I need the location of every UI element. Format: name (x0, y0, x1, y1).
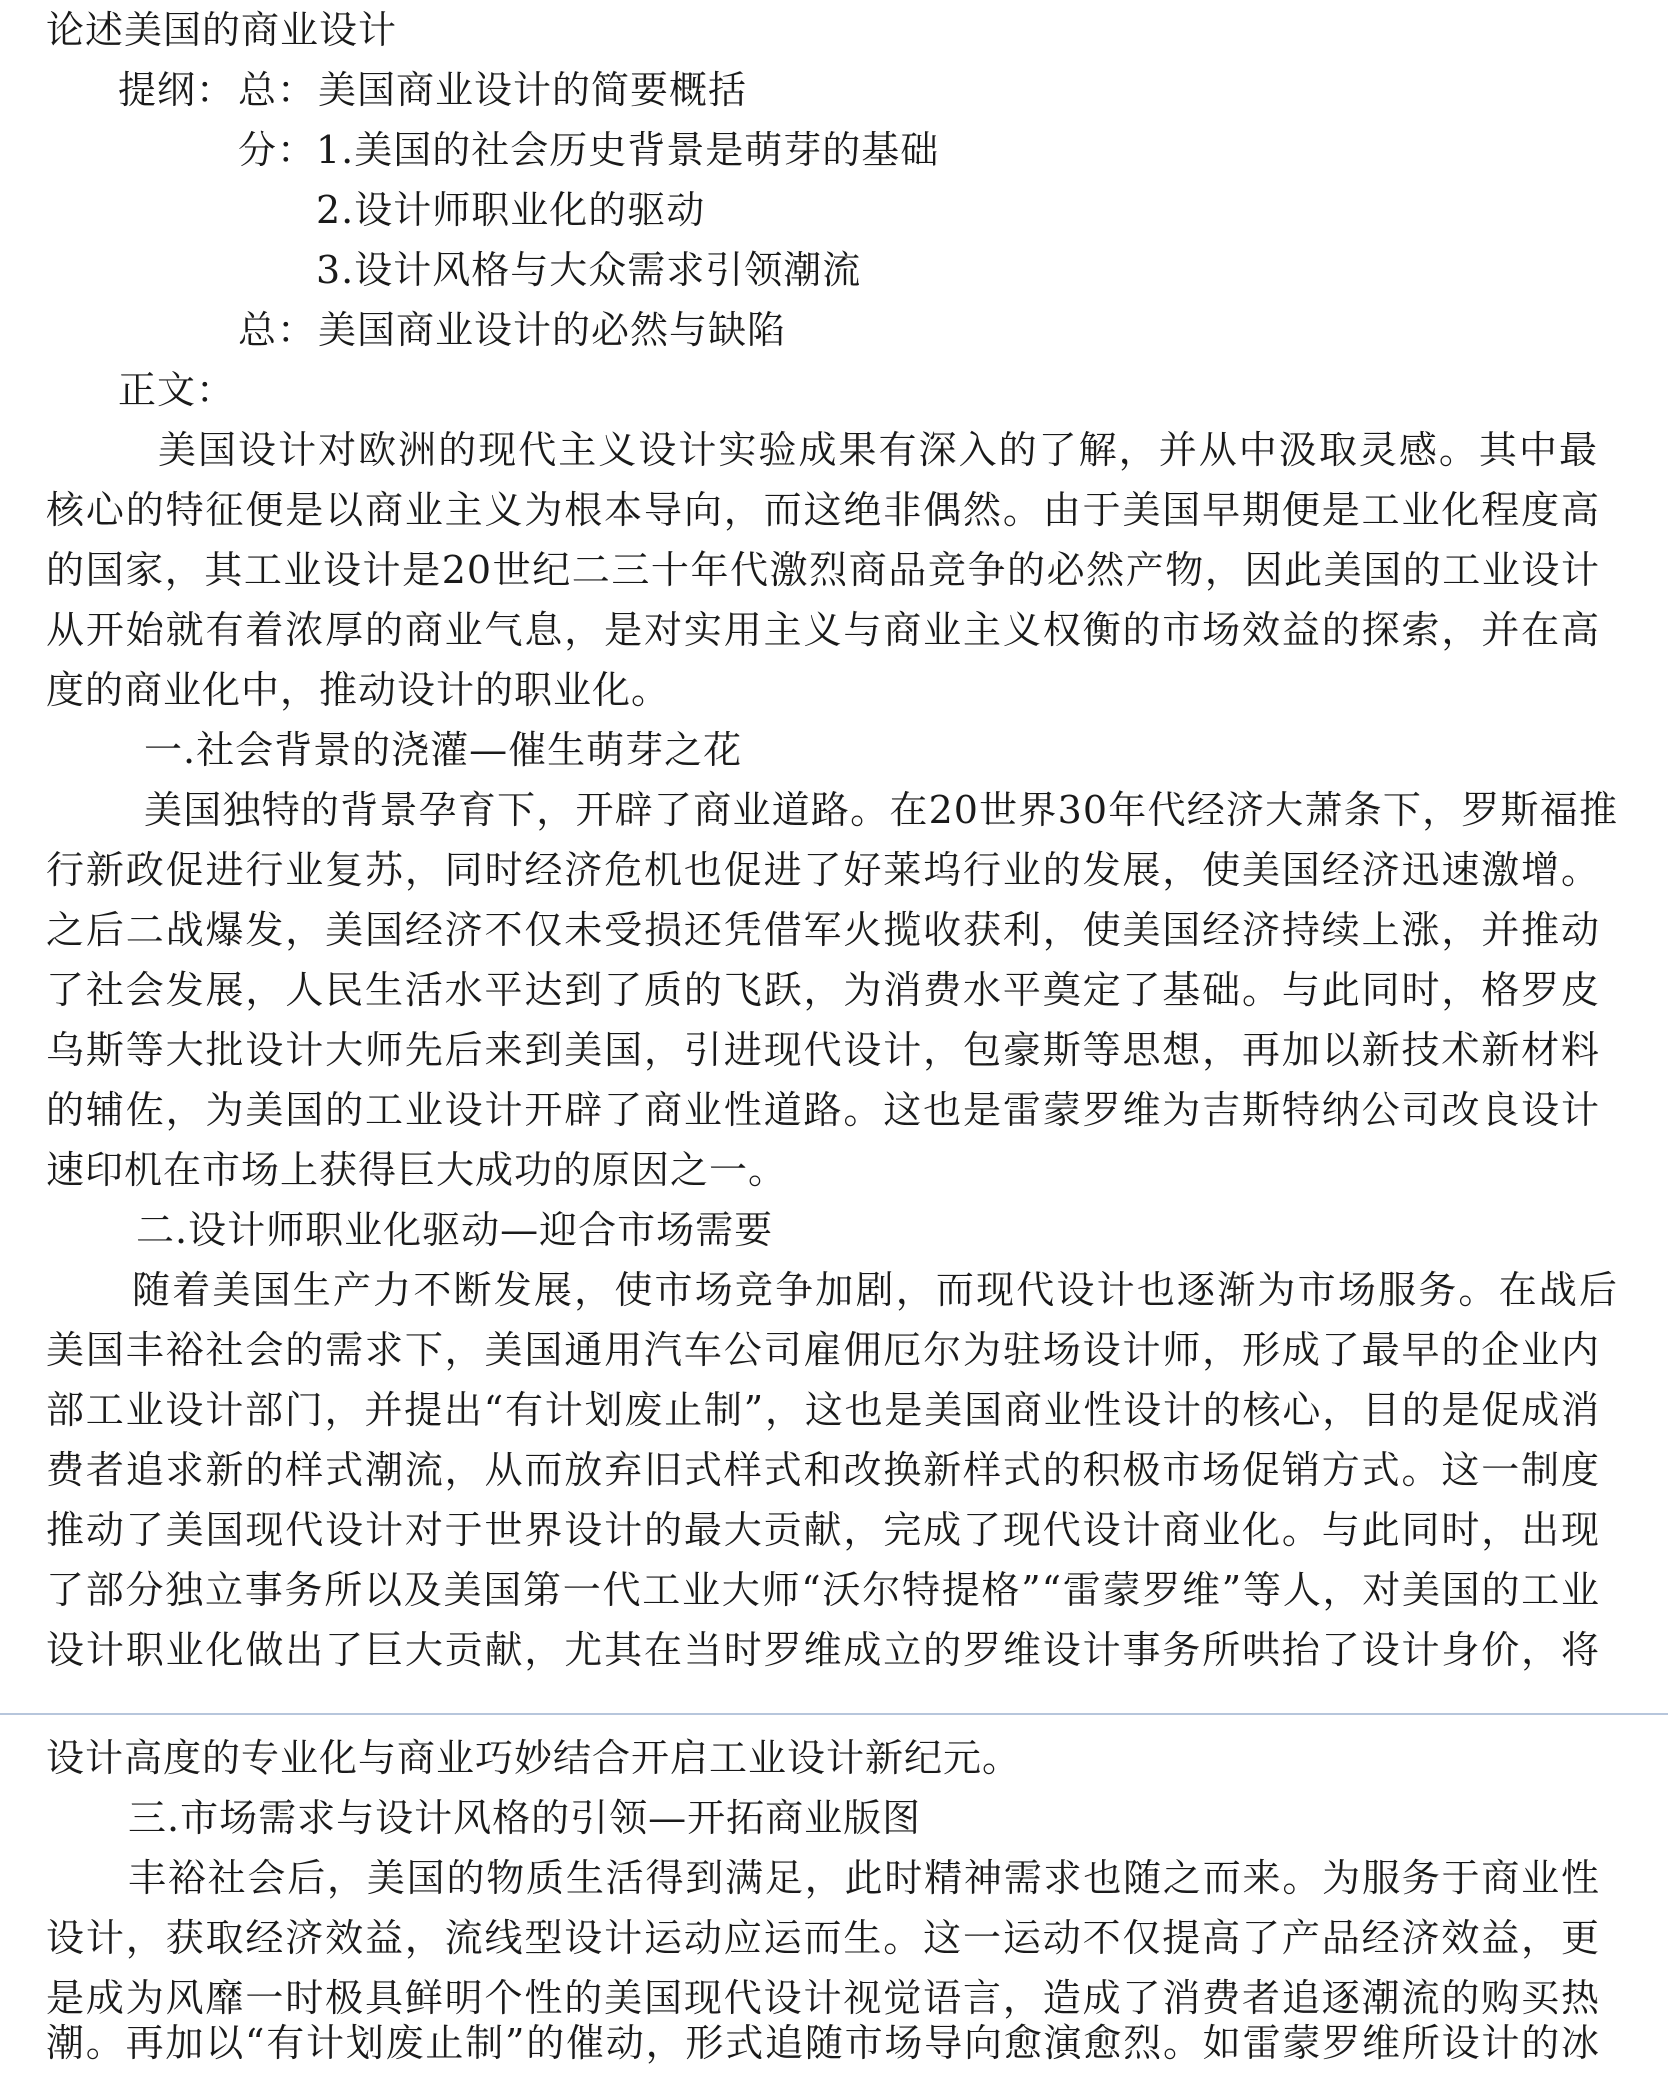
section-3-line: 设计，获取经济效益，流线型设计运动应运而生。这一运动不仅提高了产品经济效益，更 (46, 1916, 1600, 1960)
page-divider (0, 1713, 1668, 1715)
intro-line: 从开始就有着浓厚的商业气息，是对实用主义与商业主义权衡的市场效益的探索，并在高 (46, 608, 1600, 652)
section-2-line: 费者追求新的样式潮流，从而放弃旧式样式和改换新样式的积极市场促销方式。这一制度 (46, 1448, 1600, 1492)
intro-line: 核心的特征便是以商业主义为根本导向，而这绝非偶然。由于美国早期便是工业化程度高 (46, 488, 1600, 532)
outline-conclusion-text: 美国商业设计的必然与缺陷 (318, 308, 787, 352)
section-2-line: 部工业设计部门，并提出“有计划废止制”，这也是美国商业性设计的核心，目的是促成消 (46, 1388, 1600, 1432)
outline-total-label: 总： (238, 68, 317, 112)
document-title: 论述美国的商业设计 (46, 8, 398, 52)
section-3-line: 丰裕社会后，美国的物质生活得到满足，此时精神需求也随之而来。为服务于商业性 (128, 1856, 1600, 1900)
section-2-line: 了部分独立事务所以及美国第一代工业大师“沃尔特提格”“雷蒙罗维”等人，对美国的工业 (46, 1568, 1600, 1612)
section-1-line: 美国独特的背景孕育下，开辟了商业道路。在20世界30年代经济大萧条下，罗斯福推 (144, 788, 1618, 832)
outline-total-text: 美国商业设计的简要概括 (318, 68, 748, 112)
outline-parts-label: 分： (238, 128, 317, 172)
section-1-line: 的辅佐，为美国的工业设计开辟了商业性道路。这也是雷蒙罗维为吉斯特纳公司改良设计 (46, 1088, 1600, 1132)
outline-part-2: 2.设计师职业化的驱动 (316, 188, 706, 232)
section-1-line: 行新政促进行业复苏，同时经济危机也促进了好莱坞行业的发展，使美国经济迅速激增。 (46, 848, 1600, 892)
section-1-line: 之后二战爆发，美国经济不仅未受损还凭借军火揽收获利，使美国经济持续上涨，并推动 (46, 908, 1600, 952)
section-2-line: 美国丰裕社会的需求下，美国通用汽车公司雇佣厄尔为驻场设计师，形成了最早的企业内 (46, 1328, 1600, 1372)
section-2-line: 设计高度的专业化与商业巧妙结合开启工业设计新纪元。 (46, 1736, 1022, 1780)
outline-part-1: 1.美国的社会历史背景是萌芽的基础 (316, 128, 940, 172)
outline-part-3: 3.设计风格与大众需求引领潮流 (316, 248, 862, 292)
section-2-line: 推动了美国现代设计对于世界设计的最大贡献，完成了现代设计商业化。与此同时，出现 (46, 1508, 1600, 1552)
intro-line: 美国设计对欧洲的现代主义设计实验成果有深入的了解，并从中汲取灵感。其中最 (158, 428, 1598, 472)
section-1-line: 了社会发展，人民生活水平达到了质的飞跃，为消费水平奠定了基础。与此同时，格罗皮 (46, 968, 1600, 1012)
outline-conclusion-label: 总： (238, 308, 317, 352)
body-label: 正文： (118, 368, 236, 412)
section-1-line: 乌斯等大批设计大师先后来到美国，引进现代设计，包豪斯等思想，再加以新技术新材料 (46, 1028, 1600, 1072)
section-2-line: 设计职业化做出了巨大贡献，尤其在当时罗维成立的罗维设计事务所哄抬了设计身价，将 (46, 1628, 1600, 1672)
section-1-heading: 一.社会背景的浇灌—催生萌芽之花 (144, 728, 743, 772)
intro-line: 的国家，其工业设计是20世纪二三十年代激烈商品竞争的必然产物，因此美国的工业设计 (46, 548, 1600, 592)
intro-line: 度的商业化中，推动设计的职业化。 (46, 668, 671, 712)
outline-label: 提纲： (118, 68, 236, 112)
section-2-line: 随着美国生产力不断发展，使市场竞争加剧，而现代设计也逐渐为市场服务。在战后 (132, 1268, 1618, 1312)
section-3-line: 是成为风靡一时极具鲜明个性的美国现代设计视觉语言，造成了消费者追逐潮流的购买热 (46, 1976, 1600, 2020)
section-3-heading: 三.市场需求与设计风格的引领—开拓商业版图 (128, 1796, 922, 1840)
section-3-line: 潮。再加以“有计划废止制”的催动，形式追随市场导向愈演愈烈。如雷蒙罗维所设计的冰 (46, 2021, 1600, 2065)
section-2-heading: 二.设计师职业化驱动—迎合市场需要 (136, 1208, 774, 1252)
section-1-line: 速印机在市场上获得巨大成功的原因之一。 (46, 1148, 788, 1192)
